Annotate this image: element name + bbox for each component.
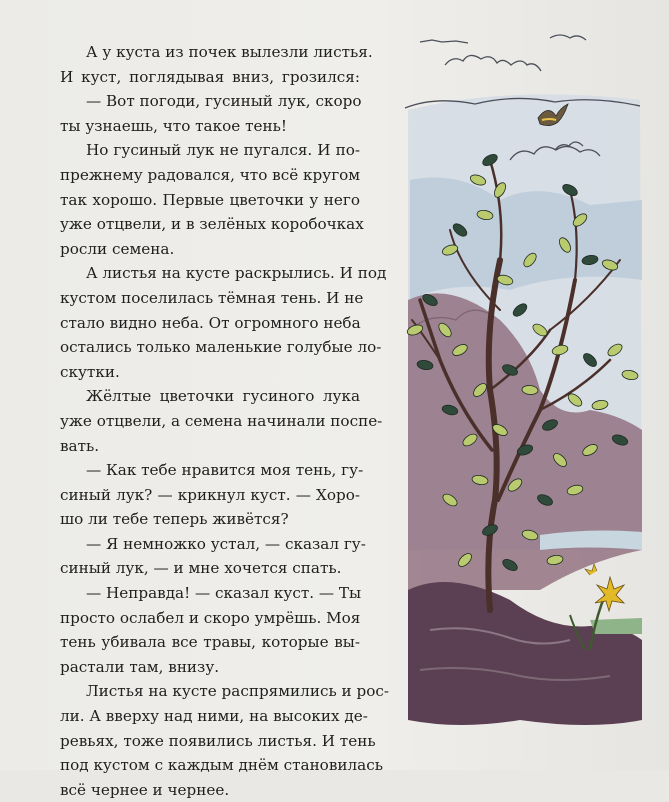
text-line: А у куста из почек вылезли листья.	[86, 43, 373, 61]
text-line: вать.	[60, 436, 100, 455]
text-line: стало видно неба. От огромного неба	[60, 313, 361, 332]
text-line: синый лук? — крикнул куст. — Хоро-	[60, 485, 360, 504]
text-line: — Вот погоди, гусиный лук, скоро	[86, 92, 362, 111]
text-line: росли семена.	[60, 239, 175, 258]
text-line: остались только маленькие голубые ло-	[60, 338, 382, 357]
text-line: растали там, внизу.	[60, 657, 220, 676]
text-line: под кустом с каждым днём становилась	[60, 756, 383, 775]
text-line: Жёлтые цветочки гусиного лука	[86, 387, 360, 406]
text-line: — Я немножко устал, — сказал гу-	[86, 534, 366, 553]
text-line: тень убивала все травы, которые вы-	[60, 633, 360, 652]
text-line: так хорошо. Первые цветочки у него	[60, 190, 360, 209]
text-line: уже отцвели, а семена начинали поспе-	[60, 411, 383, 430]
text-line: ревьях, тоже появились листья. И тень	[60, 731, 376, 750]
text-line: — Неправда! — сказал куст. — Ты	[86, 584, 362, 603]
text-line: просто ослабел и скоро умрёшь. Моя	[60, 608, 361, 627]
story-text	[60, 40, 390, 802]
green-strip	[590, 618, 642, 634]
text-line: — Как тебе нравится моя тень, гу-	[86, 461, 364, 480]
text-line: ты узнаешь, что такое тень!	[60, 116, 287, 135]
bush-illustration	[390, 30, 650, 740]
distant-shore	[540, 531, 642, 550]
text-line: скутки.	[60, 362, 120, 381]
text-line: синый лук, — и мне хочется спать.	[60, 559, 342, 578]
text-line: прежнему радовался, что всё кругом	[60, 165, 361, 184]
text-line: Но гусиный лук не пугался. И по-	[86, 141, 360, 160]
text-line: всё чернее и чернее.	[60, 780, 230, 799]
text-line: Листья на кусте распрямились и рос-	[86, 682, 390, 701]
text-line: И куст, поглядывая вниз, грозился:	[60, 67, 360, 86]
text-line: кустом поселилась тёмная тень. И не	[60, 288, 364, 307]
text-line: шо ли тебе теперь живётся?	[60, 510, 289, 529]
text-line: ли. А вверху над ними, на высоких де-	[60, 707, 368, 726]
text-line: А листья на кусте раскрылись. И под	[86, 264, 387, 283]
text-line: уже отцвели, и в зелёных коробочках	[60, 215, 364, 234]
